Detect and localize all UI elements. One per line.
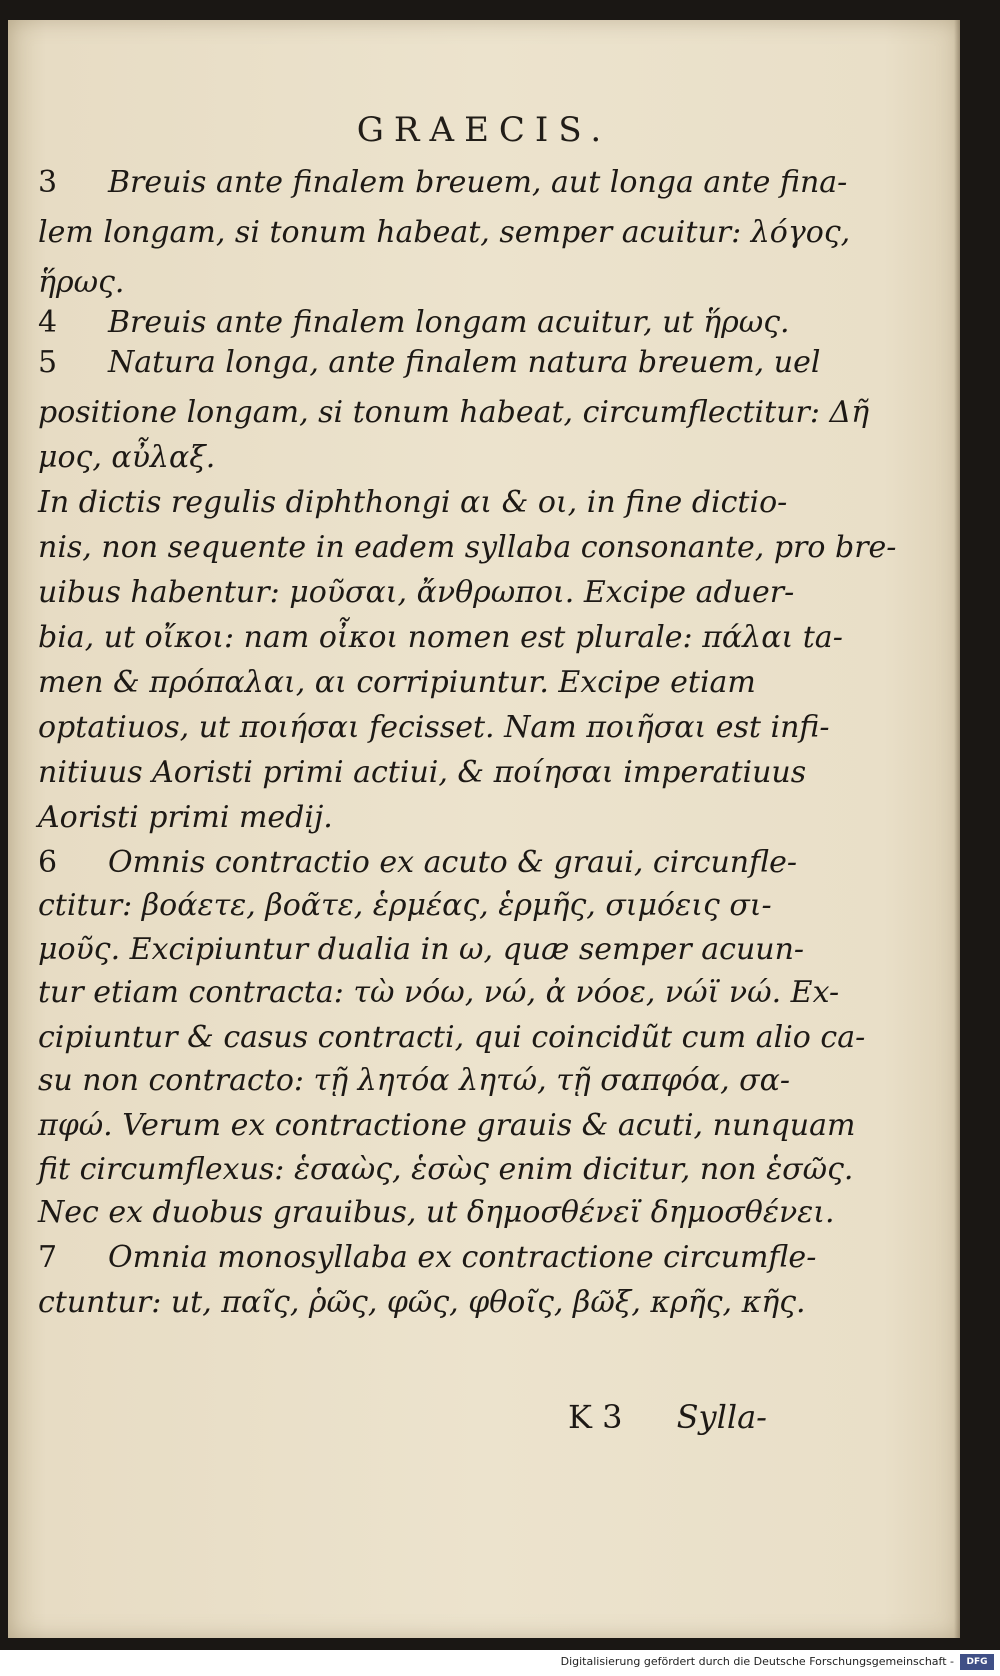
- digitization-credit: Digitalisierung gefördert durch die Deutsche Forschungsgemeinschaft -: [560, 1655, 954, 1668]
- line-text: ctitur: βοάετε, βοᾶτε, ἑρμέας, ἑρμῆς, σιμόεις σι-: [38, 888, 772, 923]
- line-text: tur etiam contracta: τὼ νόω, νώ, ἀ νόοε, νώϊ νώ. Ex-: [38, 975, 840, 1010]
- line-text: Nec ex duobus grauibus, ut δημοσθένεϊ δημοσθένει.: [38, 1195, 835, 1230]
- signature-mark: K 3: [568, 1398, 623, 1436]
- text-line: [38, 1240, 817, 1275]
- line-text: men & πρόπαλαι, αι corripiuntur. Excipe etiam: [38, 665, 756, 700]
- line-text: fit circumflexus: ἑσαὼς, ἑσὼς enim dicitur, non ἑσῶς.: [38, 1152, 854, 1187]
- line-text: Omnis contractio ex acuto & graui, circunfle-: [108, 845, 798, 880]
- book-page: [8, 20, 960, 1638]
- rule-number: 7: [38, 1240, 58, 1275]
- line-text: Breuis ante finalem longam acuitur, ut ἥρως.: [108, 305, 790, 340]
- footer-bar: [0, 1650, 1000, 1676]
- catchword: Sylla-: [676, 1398, 767, 1436]
- line-text: Omnia monosyllaba ex contractione circumfle-: [108, 1240, 817, 1275]
- line-text: Aoristi primi medij.: [38, 800, 333, 835]
- text-line: [38, 710, 830, 745]
- line-text: nitiuus Aoristi primi actiui, & ποίησαι imperatiuus: [38, 755, 807, 790]
- line-text: uibus habentur: μοῦσαι, ἄνθρωποι. Excipe aduer-: [38, 575, 795, 610]
- line-text: πφώ. Verum ex contractione grauis & acuti, nunquam: [38, 1108, 856, 1143]
- text-line: [38, 1063, 791, 1098]
- text-line: [38, 1108, 856, 1143]
- line-text: μοῦς. Excipiuntur dualia in ω, quæ semper acuun-: [38, 932, 805, 967]
- text-line: [38, 440, 774, 475]
- text-line: [38, 845, 798, 880]
- text-line: [38, 265, 774, 300]
- text-line: [38, 975, 840, 1010]
- line-text: lem longam, si tonum habeat, semper acuitur: λόγος,: [38, 215, 851, 250]
- line-text: Breuis ante finalem breuem, aut longa ante fina-: [108, 165, 848, 200]
- text-line: [38, 755, 807, 790]
- rule-number: 3: [38, 165, 58, 200]
- line-text: positione longam, si tonum habeat, circumflectitur: Δῆ: [38, 395, 870, 430]
- text-line: [38, 888, 774, 923]
- line-text: ctuntur: ut, παῖς, ῥῶς, φῶς, φθοῖς, βῶξ, κρῆς, κῆς.: [38, 1285, 806, 1320]
- text-line: [38, 575, 795, 610]
- page-edge-shadow: [954, 20, 960, 1638]
- line-text: cipiuntur & casus contracti, qui coincidũt cum alio ca-: [38, 1020, 866, 1055]
- rule-number: 4: [38, 305, 58, 340]
- text-line: [38, 395, 870, 430]
- line-text: In dictis regulis diphthongi αι & οι, in fine dictio-: [38, 485, 788, 520]
- running-head: GRAECIS.: [356, 110, 612, 150]
- text-line: [38, 665, 774, 700]
- text-line: [38, 485, 788, 520]
- rule-number: 5: [38, 345, 58, 380]
- text-line: [38, 1152, 854, 1187]
- line-text: ἥρως.: [38, 265, 125, 300]
- line-text: su non contracto: τῇ λητόα λητώ, τῇ σαπφόα, σα-: [38, 1063, 791, 1098]
- line-text: Natura longa, ante finalem natura breuem, uel: [108, 345, 821, 380]
- text-line: [38, 215, 851, 250]
- text-line: [38, 1285, 806, 1320]
- text-line: [38, 800, 774, 835]
- text-line: [38, 1195, 835, 1230]
- line-text: nis, non sequente in eadem syllaba consonante, pro bre-: [38, 530, 897, 565]
- text-line: [38, 1020, 866, 1055]
- text-line: [38, 305, 790, 340]
- catchword-line: [568, 1398, 767, 1436]
- text-line: [38, 165, 848, 200]
- line-text: bia, ut οἴκοι: nam οἶκοι nomen est plurale: πάλαι ta-: [38, 620, 843, 655]
- dfg-logo: DFG: [960, 1654, 994, 1670]
- text-line: [38, 620, 843, 655]
- rule-number: 6: [38, 845, 58, 880]
- text-line: [38, 932, 805, 967]
- text-line: [38, 530, 897, 565]
- text-line: [38, 345, 821, 380]
- line-text: optatiuos, ut ποιήσαι fecisset. Nam ποιῆσαι est infi-: [38, 710, 830, 745]
- line-text: μος, αὖλαξ.: [38, 440, 216, 475]
